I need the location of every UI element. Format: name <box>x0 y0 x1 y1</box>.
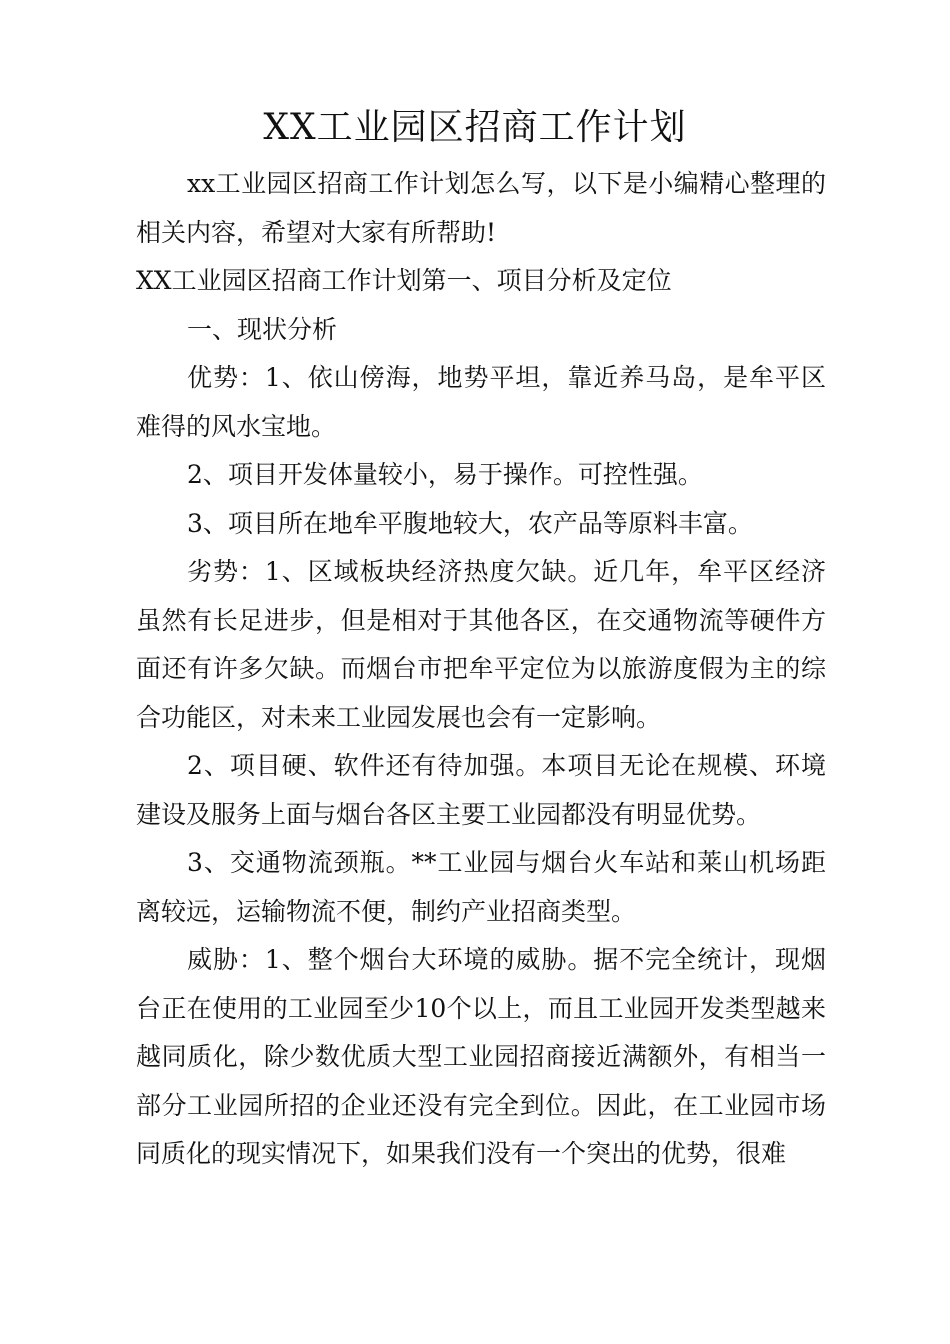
paragraph-strength-2: 2、项目开发体量较小，易于操作。可控性强。 <box>187 460 703 489</box>
paragraph-weakness-1: 劣势：1、区域板块经济热度欠缺。近几年，牟平区经济虽然有长足进步，但是相对于其他各区，在交通物流等硬件方面还有许多欠缺。而烟台市把牟平定位为以旅游度假为主的综合功能区，对未来工业园发展也会有一定影响。 <box>136 557 826 732</box>
document-body <box>136 160 826 1179</box>
paragraph-intro: xx工业园区招商工作计划怎么写，以下是小编精心整理的相关内容，希望对大家有所帮助! <box>136 169 826 247</box>
paragraph-weakness-2: 2、项目硬、软件还有待加强。本项目无论在规模、环境建设及服务上面与烟台各区主要工业园都没有明显优势。 <box>136 751 826 829</box>
paragraph-strength-1: 优势：1、依山傍海，地势平坦，靠近养马岛，是牟平区难得的风水宝地。 <box>136 363 826 441</box>
paragraph-weakness-3: 3、交通物流颈瓶。**工业园与烟台火车站和莱山机场距离较远，运输物流不便，制约产业招商类型。 <box>136 848 826 926</box>
document-title: XX工业园区招商工作计划 <box>263 107 687 148</box>
paragraph-strength-3: 3、项目所在地牟平腹地较大，农产品等原料丰富。 <box>187 508 753 538</box>
paragraph-section-heading: XX工业园区招商工作计划第一、项目分析及定位 <box>136 266 672 295</box>
paragraph-threat-1: 威胁：1、整个烟台大环境的威胁。据不完全统计，现烟台正在使用的工业园至少10个以上，而且工业园开发类型越来越同质化，除少数优质大型工业园招商接近满额外，有相当一部分工业园所招的企业还没有完全到位。因此，在工业园市场同质化的现实情况下，如果我们没有一个突出的优势，很难 <box>136 945 826 1168</box>
paragraph-subheading: 一、现状分析 <box>187 314 338 344</box>
